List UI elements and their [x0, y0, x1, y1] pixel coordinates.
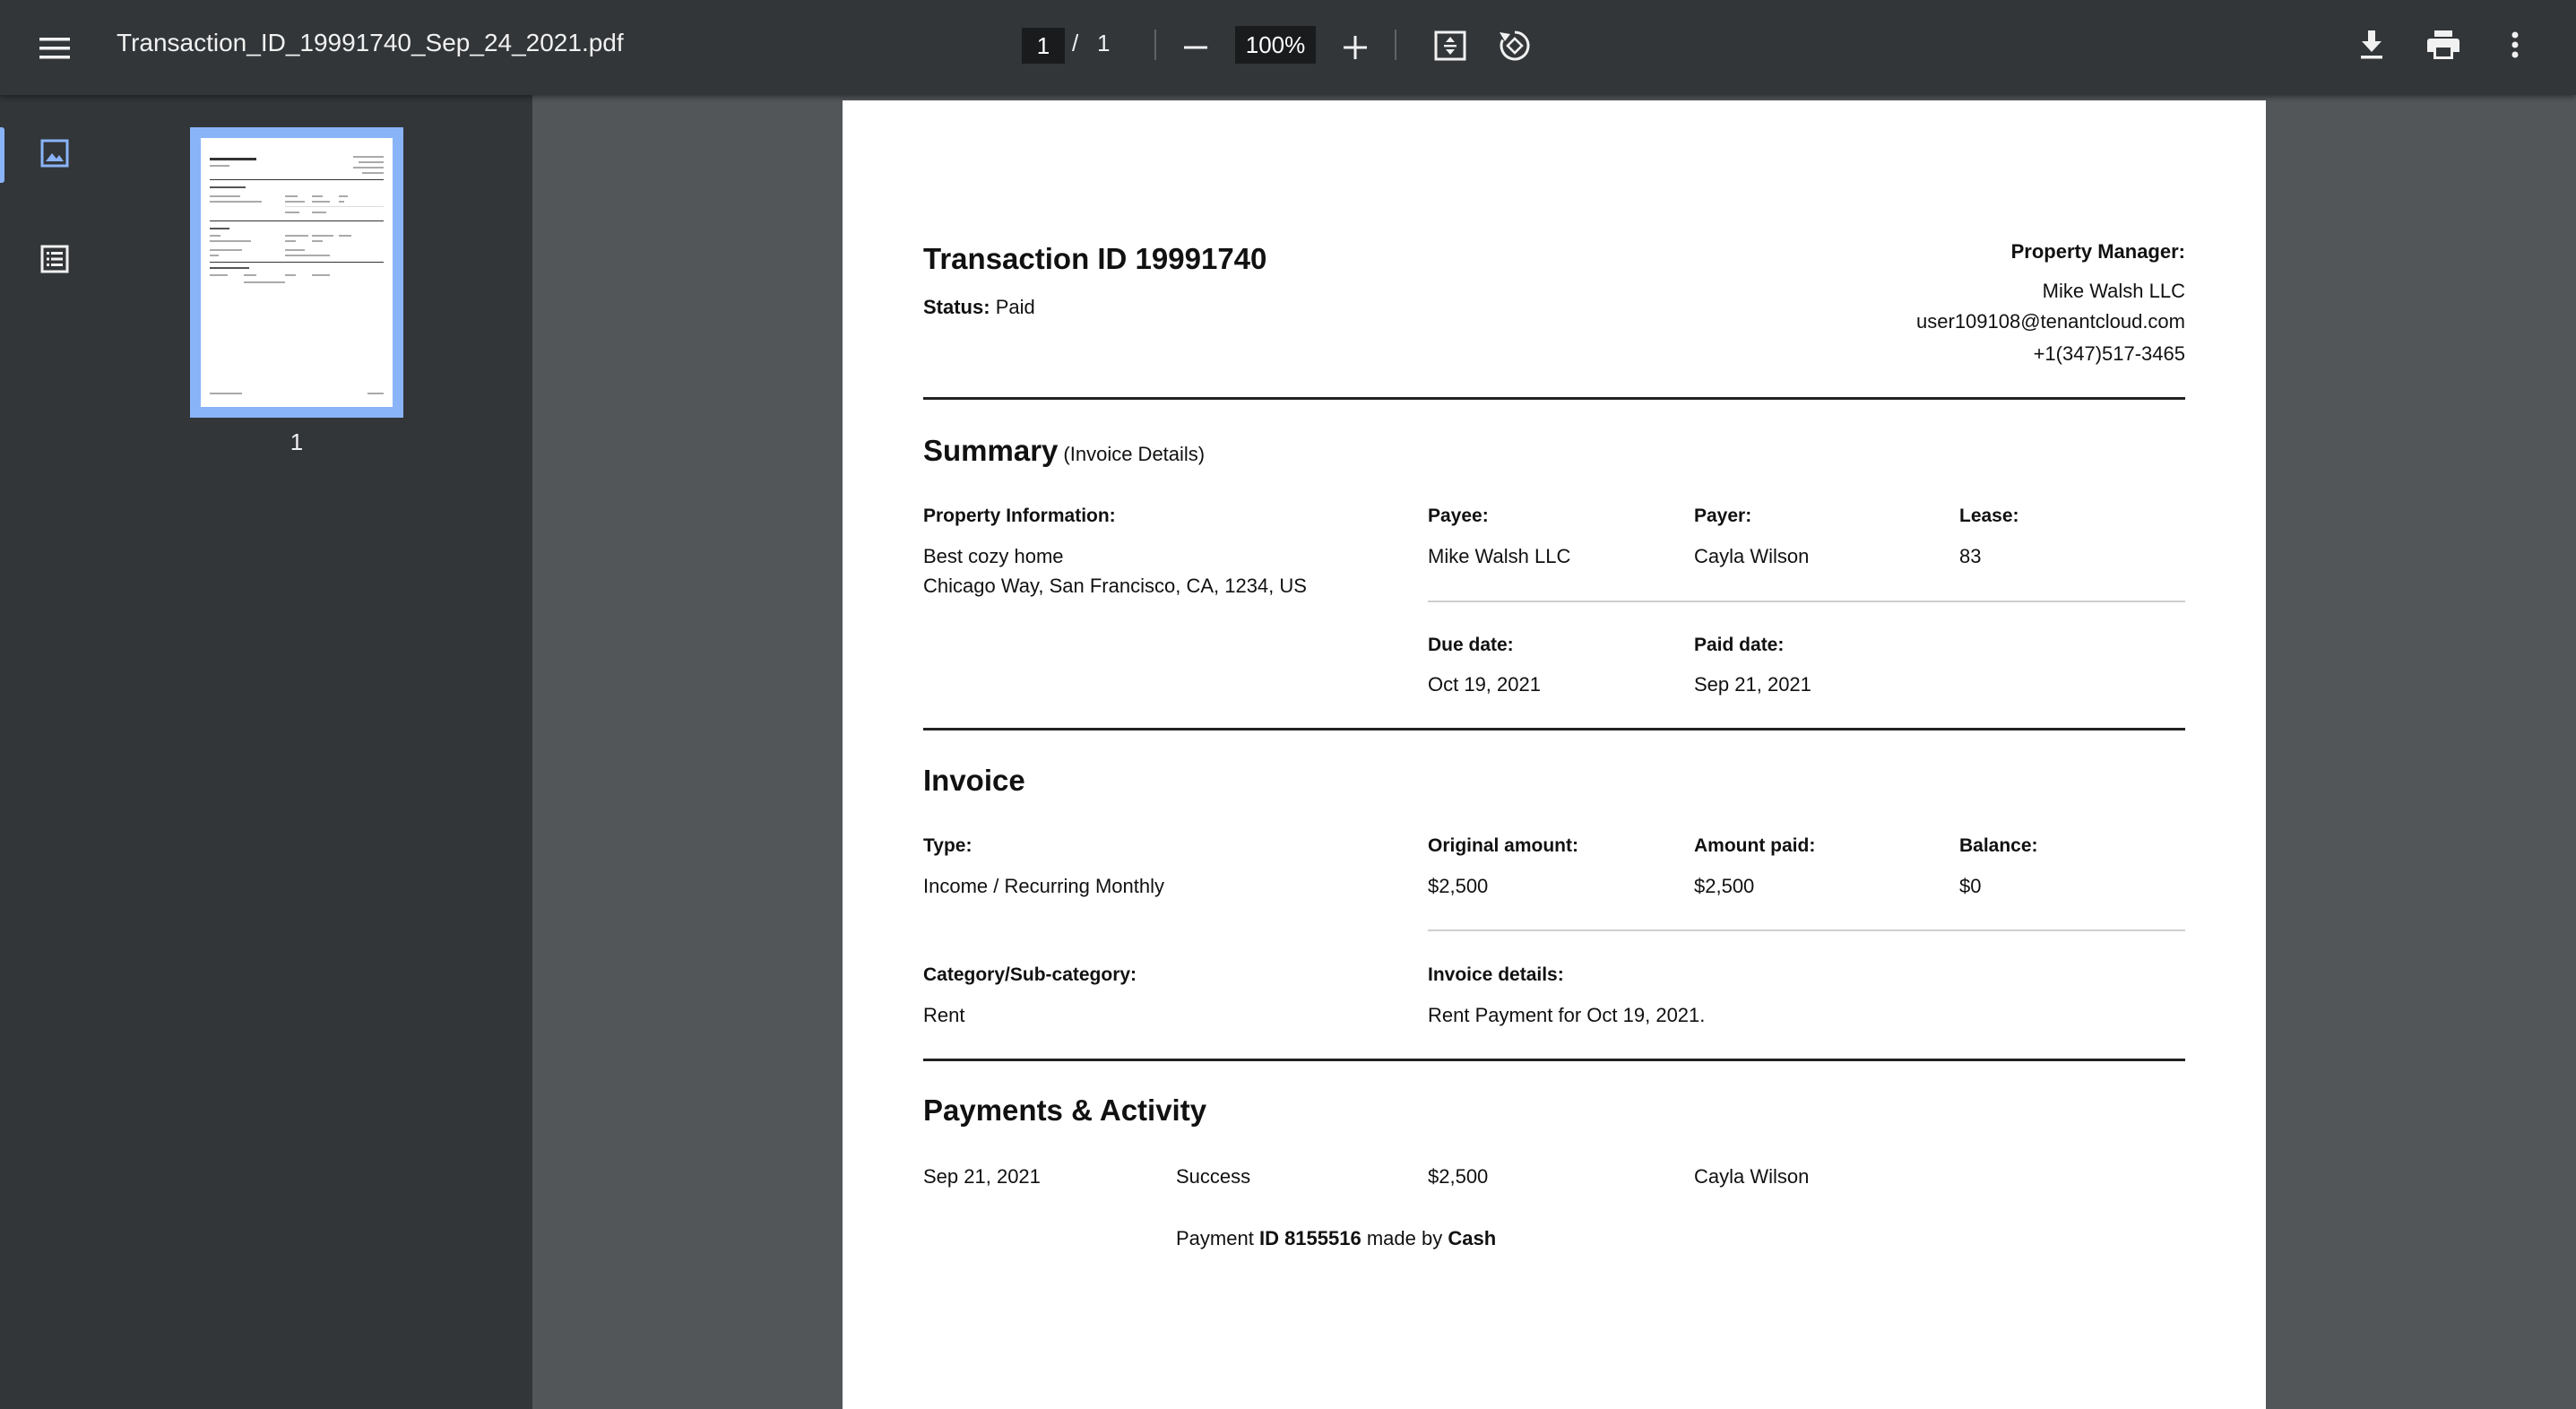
row-divider: [1428, 929, 2185, 931]
payment-status: Success: [1176, 1165, 1251, 1188]
type-value: Income / Recurring Monthly: [923, 875, 1164, 897]
invoice-title: Invoice: [923, 764, 1025, 797]
payment-method: Cash: [1448, 1227, 1497, 1249]
balance-value: $0: [1959, 875, 1982, 897]
document-outline-icon[interactable]: [34, 238, 75, 280]
summary-title: Summary: [923, 434, 1059, 467]
section-divider: [923, 1059, 2185, 1061]
pdf-toolbar: [0, 0, 2576, 95]
property-manager-name: Mike Walsh LLC: [2042, 280, 2185, 302]
paid-date-value: Sep 21, 2021: [1694, 673, 1811, 696]
payee-value: Mike Walsh LLC: [1428, 545, 1571, 567]
status-label: Status:: [923, 296, 990, 318]
property-manager-label: Property Manager:: [2010, 240, 2185, 263]
original-amount-label: Original amount:: [1428, 835, 1578, 856]
fit-to-page-icon[interactable]: [1425, 21, 1475, 71]
amount-paid-label: Amount paid:: [1694, 835, 1816, 856]
payer-label: Payer:: [1694, 506, 1752, 526]
document-title: Transaction ID 19991740: [923, 242, 1267, 275]
balance-label: Balance:: [1959, 835, 2038, 856]
row-divider: [1428, 601, 2185, 602]
thumbnail-page-number: 1: [290, 428, 304, 455]
invoice-details-value: Rent Payment for Oct 19, 2021.: [1428, 1004, 1706, 1026]
lease-value: 83: [1959, 545, 1982, 567]
property-manager-phone: +1(347)517-3465: [2033, 342, 2185, 365]
section-divider: [923, 397, 2185, 400]
property-address: Chicago Way, San Francisco, CA, 1234, US: [923, 575, 1307, 597]
pdf-page: [843, 100, 2266, 1409]
due-date-value: Oct 19, 2021: [1428, 673, 1541, 696]
property-manager-email: user109108@tenantcloud.com: [1916, 310, 2185, 333]
print-icon[interactable]: [2418, 20, 2468, 70]
payment-note: [1176, 1227, 1496, 1250]
summary-subtitle: (Invoice Details): [1063, 443, 1206, 465]
category-label: Category/Sub-category:: [923, 964, 1137, 985]
invoice-details-label: Invoice details:: [1428, 964, 1564, 985]
zoom-level-input[interactable]: 100%: [1235, 26, 1316, 64]
file-title: Transaction_ID_19991740_Sep_24_2021.pdf: [117, 29, 624, 56]
status-value: Paid: [995, 296, 1035, 318]
lease-label: Lease:: [1959, 506, 2019, 526]
download-icon[interactable]: [2347, 20, 2397, 70]
page-separator: /: [1072, 30, 1079, 56]
payment-note-prefix: Payment: [1176, 1227, 1254, 1249]
property-info-label: Property Information:: [923, 506, 1116, 526]
status-line: [923, 296, 1035, 319]
property-name: Best cozy home: [923, 545, 1064, 567]
due-date-label: Due date:: [1428, 635, 1514, 655]
summary-heading: [923, 434, 1205, 468]
toolbar-divider: [1395, 30, 1396, 60]
more-options-icon[interactable]: [2490, 20, 2540, 70]
section-divider: [923, 728, 2185, 730]
toolbar-divider: [1154, 30, 1156, 60]
thumbnail-preview: [201, 138, 393, 407]
paid-date-label: Paid date:: [1694, 635, 1785, 655]
zoom-out-icon[interactable]: [1171, 22, 1221, 73]
payments-title: Payments & Activity: [923, 1093, 1207, 1127]
rotate-counterclockwise-icon[interactable]: [1490, 21, 1540, 71]
page-thumbnail[interactable]: [190, 127, 403, 418]
menu-icon[interactable]: [27, 21, 82, 76]
payee-label: Payee:: [1428, 506, 1489, 526]
type-label: Type:: [923, 835, 972, 856]
page-total: 1: [1097, 30, 1111, 56]
thumbnail-sidebar: [0, 95, 532, 1409]
active-tab-indicator: [0, 127, 4, 183]
original-amount-value: $2,500: [1428, 875, 1489, 897]
payer-value: Cayla Wilson: [1694, 545, 1810, 567]
payment-note-mid: made by: [1366, 1227, 1443, 1249]
page-number-input[interactable]: 1: [1022, 28, 1065, 64]
category-value: Rent: [923, 1004, 965, 1026]
zoom-in-icon[interactable]: [1330, 22, 1380, 73]
thumbnails-view-icon[interactable]: [34, 133, 75, 174]
payment-date: Sep 21, 2021: [923, 1165, 1041, 1188]
payment-amount: $2,500: [1428, 1165, 1489, 1188]
payment-id: ID 8155516: [1258, 1227, 1361, 1249]
amount-paid-value: $2,500: [1694, 875, 1755, 897]
payment-payer: Cayla Wilson: [1694, 1165, 1810, 1188]
